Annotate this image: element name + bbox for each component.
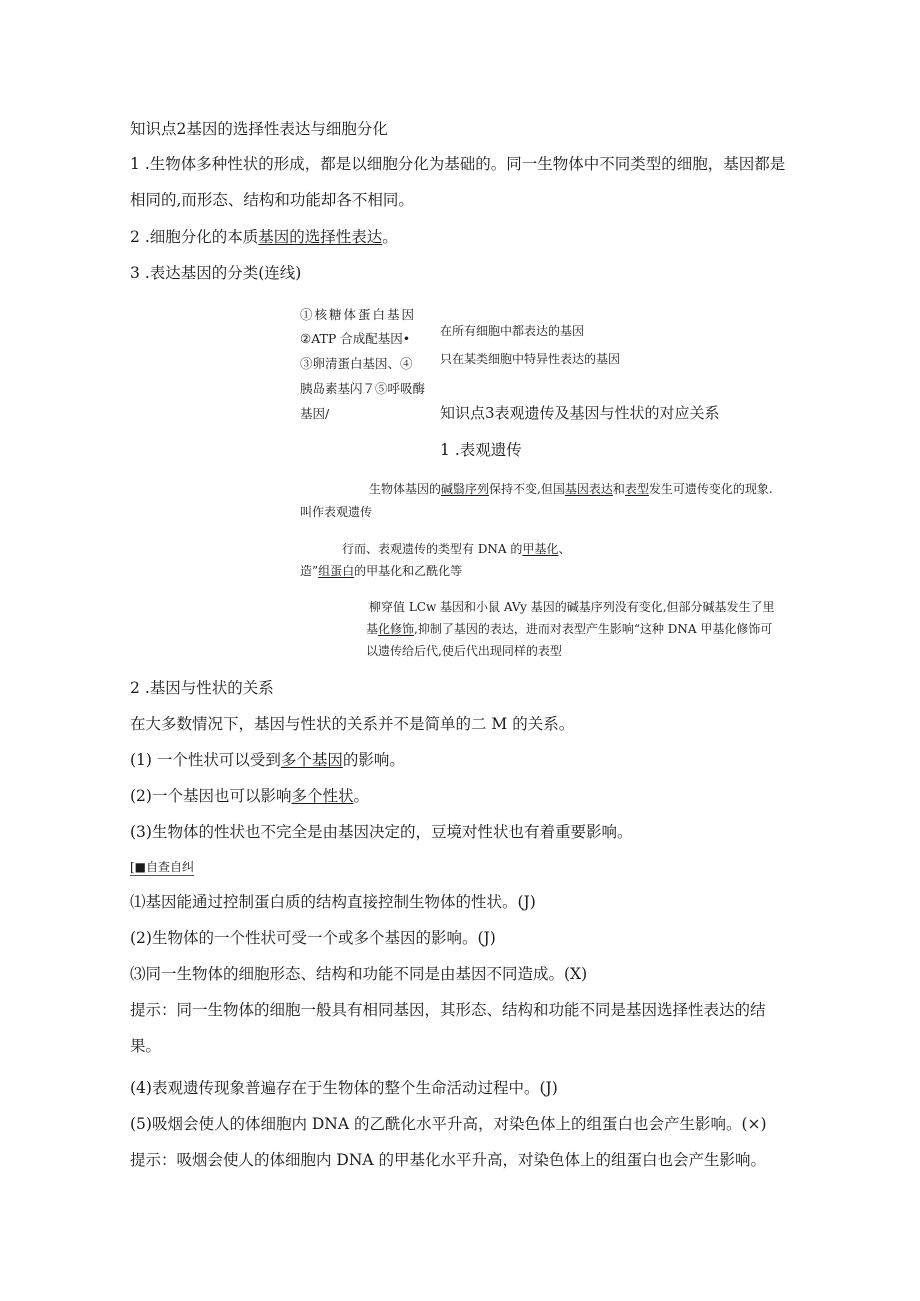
item-1-line-2: 相同的,而形态、结构和功能却各不相同。 bbox=[130, 191, 414, 209]
kp3-item-1 bbox=[440, 438, 522, 460]
epigenetics-types-line-2 bbox=[300, 562, 462, 579]
check-item-5: (5)吸烟会使人的体细胞内 DNA 的乙酰化水平升高，对染色体上的组蛋白也会产生影响。(×) bbox=[130, 1115, 767, 1133]
underlined-histone: 组蛋白 bbox=[318, 564, 355, 578]
item-1-line-1 bbox=[130, 152, 785, 174]
matching-left-line: ①核糖体蛋白基因 bbox=[300, 307, 417, 322]
item-2-text-pre: .细胞分化的本质 bbox=[144, 228, 259, 246]
hint-3-line-2: 果。 bbox=[130, 1037, 162, 1055]
underlined-phenotype: 表型 bbox=[624, 482, 649, 496]
item-2 bbox=[130, 225, 398, 247]
epigenetics-example-line-3: 以遗传给后代,使后代出现同样的表型 bbox=[366, 644, 562, 658]
epigenetics-types-line-1 bbox=[342, 540, 570, 557]
kp3-item-1-text: .表观遗传 bbox=[454, 441, 522, 459]
underlined-multiple-genes: 多个基因 bbox=[280, 751, 343, 769]
hint-5: 提示：吸烟会使人的体细胞内 DNA 的甲基化水平升高，对染色体上的组蛋白也会产生影响。 bbox=[130, 1151, 767, 1169]
relation-3: (3)生物体的性状也不完全是由基因决定的，豆境对性状也有着重要影响。 bbox=[130, 823, 633, 841]
relation-2 bbox=[130, 784, 369, 806]
item-2-text-post: 。 bbox=[382, 228, 398, 246]
relation-1 bbox=[130, 748, 405, 770]
heading-kp3: 知识点3表观遗传及基因与性状的对应关系 bbox=[440, 404, 720, 422]
epigenetics-example-line-1: 柳穿值 LCw 基因和小鼠 AVy 基因的碱基序列没有变化,但部分碱基发生了里 bbox=[369, 600, 775, 614]
item-3-text: .表达基因的分类(连线) bbox=[144, 264, 302, 282]
epigenetics-definition-line-1 bbox=[369, 480, 773, 497]
matching-left-line: ②ATP 合成配基因• bbox=[300, 331, 411, 346]
definition-text: 发生可遗传变化的现象. bbox=[648, 482, 773, 496]
item-3-number: 3 bbox=[130, 264, 140, 282]
self-check-label bbox=[130, 858, 194, 875]
check-item: ⑴基因能通过控制蛋白质的结构直接控制生物体的性状。(J) bbox=[130, 893, 536, 911]
matching-left-line: ③卵清蛋白基因、④ bbox=[300, 356, 413, 371]
item-1-text: .生物体多种性状的形成，都是以细胞分化为基础的。同一生物体中不同类型的细胞，基因都是 bbox=[144, 155, 786, 173]
relation-intro: 在大多数情况下，基因与性状的关系并不是简单的二 M 的关系。 bbox=[130, 715, 575, 733]
epigenetics-example-line-2 bbox=[366, 620, 772, 637]
relation-text: (1) 一个性状可以受到 bbox=[130, 751, 281, 769]
underlined-base-sequence: 碱翳序列 bbox=[441, 482, 490, 496]
kp3-item-1-number: 1 bbox=[440, 441, 450, 459]
underlined-multiple-traits: 多个性状 bbox=[291, 787, 354, 805]
relation-text: 的影响。 bbox=[342, 751, 405, 769]
definition-text: 和 bbox=[612, 482, 625, 496]
underlined-gene-expression: 基因表达 bbox=[564, 482, 613, 496]
definition-text: 生物体基因的 bbox=[369, 482, 442, 496]
item-3 bbox=[130, 261, 301, 283]
relation-text: (2)一个基因也可以影响 bbox=[130, 787, 292, 805]
types-text: 的甲基化和乙酰化等 bbox=[354, 564, 463, 578]
self-check-label-text: [■自查自纠 bbox=[130, 860, 195, 874]
check-item: ⑶同一生物体的细胞形态、结构和功能不同是由基因不同造成。(X) bbox=[130, 965, 588, 983]
item-2-underlined-answer: 基因的选择性表达 bbox=[258, 228, 383, 246]
underlined-modification: 化修饰 bbox=[378, 622, 415, 636]
underlined-methylation: 甲基化 bbox=[522, 542, 559, 556]
item-1-number: 1 bbox=[130, 155, 140, 173]
heading-kp2: 知识点2基因的选择性表达与细胞分化 bbox=[130, 120, 388, 138]
definition-text: 保持不变,但国 bbox=[489, 482, 565, 496]
relation-text: 。 bbox=[353, 787, 369, 805]
item-2-number: 2 bbox=[130, 228, 140, 246]
check-item-4: (4)表观遗传现象普遍存在于生物体的整个生命活动过程中。(J) bbox=[130, 1079, 558, 1097]
kp3-item-2-number: 2 bbox=[130, 679, 140, 697]
types-text: 、 bbox=[558, 542, 571, 556]
kp3-item-2 bbox=[130, 676, 274, 698]
hint-3-line-1: 提示：同一生物体的细胞一般具有相同基因，其形态、结构和功能不同是基因选择性表达的结 bbox=[130, 1001, 766, 1019]
kp3-item-2-text: .基因与性状的关系 bbox=[144, 679, 274, 697]
check-item: (2)生物体的一个性状可受一个或多个基因的影响。(J) bbox=[130, 929, 496, 947]
example-text: 基 bbox=[366, 622, 379, 636]
epigenetics-definition-line-2: 叫作表观遗传 bbox=[300, 505, 373, 519]
matching-right-b: 只在某类细胞中特异性表达的基因 bbox=[440, 352, 621, 366]
matching-right-a: 在所有细胞中都表达的基因 bbox=[440, 324, 585, 338]
types-text: 造” bbox=[300, 564, 319, 578]
types-text: 行而、表观遗传的类型有 DNA 的 bbox=[342, 542, 523, 556]
matching-left-line: 胰岛素基闪７⑤呼吸酶 bbox=[300, 381, 426, 396]
example-text: ,抑制了基因的表达，进而对表型产生影响“这种 DNA 甲基化修饰可 bbox=[414, 622, 773, 636]
matching-left-line: 基因/ bbox=[300, 406, 330, 421]
